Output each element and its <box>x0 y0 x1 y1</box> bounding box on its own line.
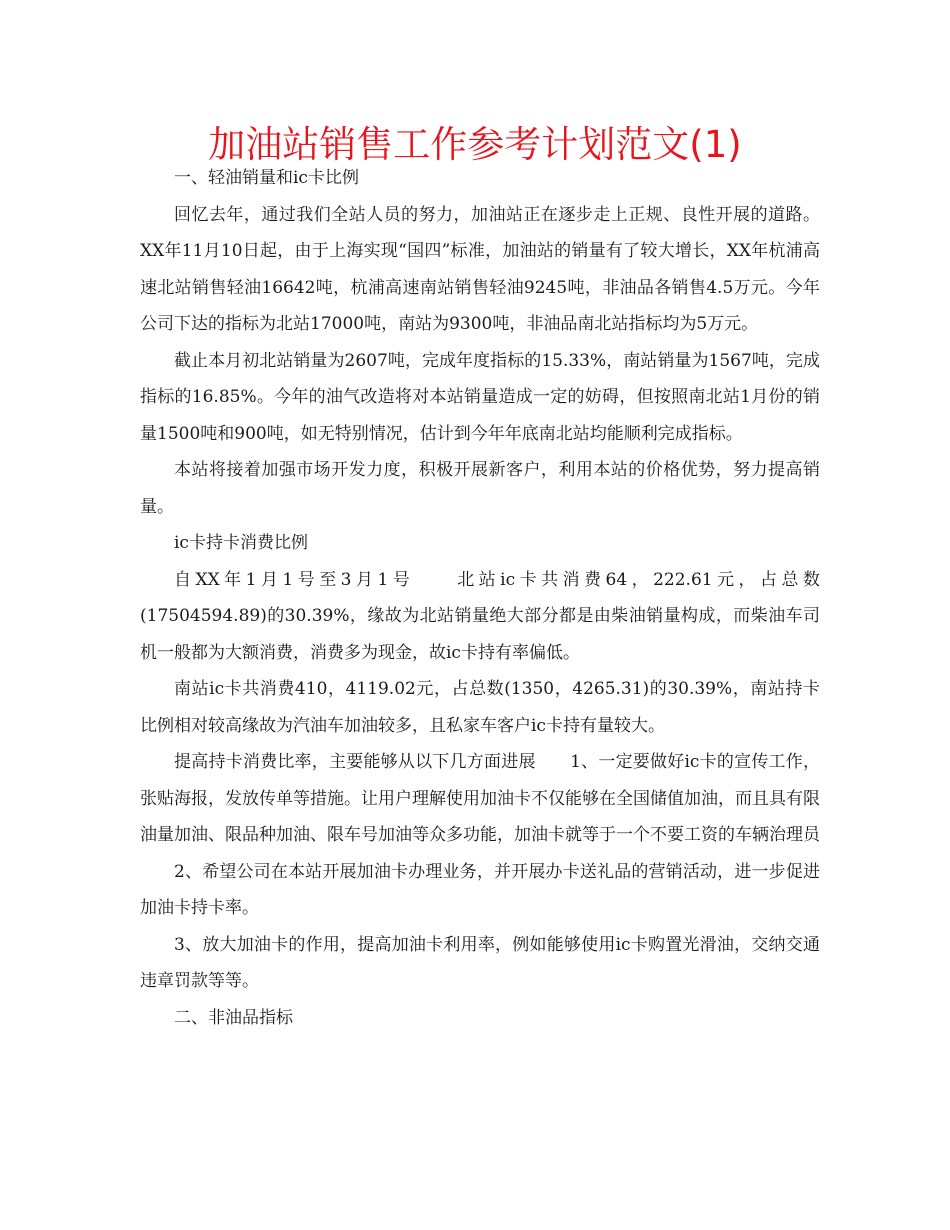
paragraph-market-development: 本站将接着加强市场开发力度，积极开展新客户，利用本站的价格优势，努力提高销量。 <box>140 460 820 517</box>
paragraph-card-business: 2、希望公司在本站开展加油卡办理业务，并开展办卡送礼品的营销活动，进一步促进加油卡持卡率。 <box>140 861 820 918</box>
paragraph-current-progress: 截止本月初北站销量为2607吨，完成年度指标的15.33%，南站销量为1567吨，完成指标的16.85%。今年的油气改造将对本站销量造成一定的妨碍，但按照南北站1月份的销量1500吨和900吨，如无特别情况，估计到今年年底南北站均能顺利完成指标。 <box>140 350 820 444</box>
paragraph-card-usage: 3、放大加油卡的作用，提高加油卡利用率，例如能够使用ic卡购置光滑油，交纳交通违章罚款等等。 <box>140 934 820 991</box>
paragraph-improve-ratio: 提高持卡消费比率，主要能够从以下几方面进展 1、一定要做好ic卡的宣传工作，张贴海报，发放传单等措施。让用户理解使用加油卡不仅能够在全国储值加油，而且具有限油量加油、限品种加油、限车号加油等众多功能，加油卡就等于一个不要工资的车辆治理员 <box>140 752 820 845</box>
document-body <box>140 160 820 1036</box>
paragraph-north-station-ic: 自XX年1月1号至3月1号 北站ic卡共消费64，222.61元，占总数(17504594.89)的30.39%，缘故为北站销量绝大部分都是由柴油销量构成，而柴油车司机一般都为大额消费，消费多为现金，故ic卡持有率偏低。 <box>140 569 820 663</box>
section-heading-non-oil: 二、非油品指标 <box>174 1007 293 1028</box>
paragraph-south-station-ic: 南站ic卡共消费410，4119.02元，占总数(1350，4265.31)的30.39%，南站持卡比例相对较高缘故为汽油车加油较多，且私家车客户ic卡持有量较大。 <box>140 679 820 736</box>
document-title: 加油站销售工作参考计划范文(1) <box>208 123 742 166</box>
paragraph-last-year-review: 回忆去年，通过我们全站人员的努力，加油站正在逐步走上正规、良性开展的道路。XX年11月10日起，由于上海实现“国四”标准，加油站的销量有了较大增长，XX年杭浦高速北站销售轻油16642吨，杭浦高速南站销售轻油9245吨，非油品各销售4.5万元。今年公司下达的指标为北站17000吨，南站为9300吨，非油品南北站指标均为5万元。 <box>140 204 820 334</box>
subheading-ic-card-ratio: ic卡持卡消费比例 <box>174 533 308 553</box>
section-heading-light-oil: 一、轻油销量和ic卡比例 <box>174 168 359 188</box>
